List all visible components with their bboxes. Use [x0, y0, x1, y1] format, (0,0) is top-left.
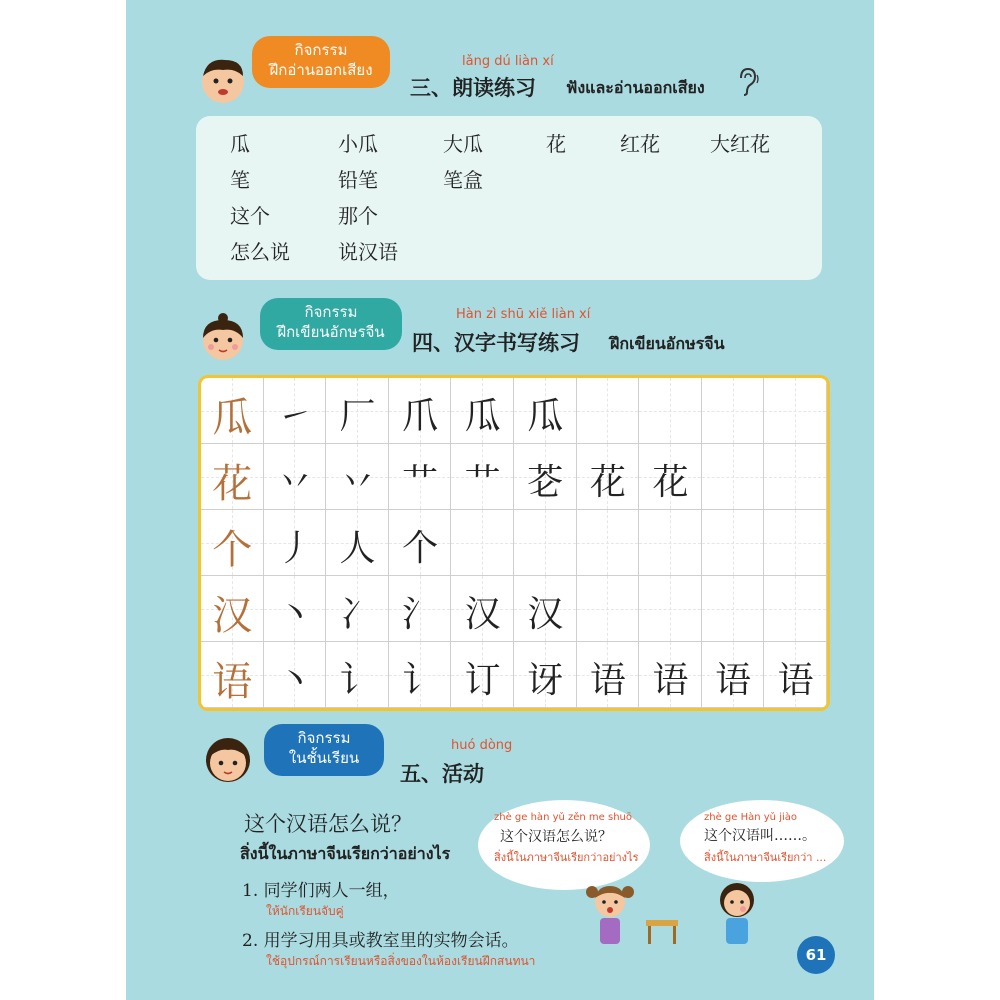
grid-cell	[702, 510, 765, 576]
grid-cell	[702, 378, 765, 444]
stroke-order-step: 花	[589, 462, 626, 503]
grid-cell	[514, 510, 577, 576]
stroke-order-step: 花	[652, 462, 689, 503]
girl-avatar	[195, 310, 251, 362]
stroke-order-step: 人	[339, 528, 376, 569]
section3-title-thai: ฟังและอ่านออกเสียง	[566, 78, 705, 97]
stroke-order-step: 讠	[339, 660, 376, 701]
speech1-pinyin: zhè ge hàn yǔ zěn me shuō	[494, 812, 633, 823]
grid-cell	[702, 444, 765, 510]
stroke-order-step: 语	[589, 660, 626, 701]
grid-cell	[577, 576, 640, 642]
activity-badge-writing: กิจกรรม ฝึกเขียนอักษรจีน	[260, 298, 402, 350]
stroke-order-step: 丶	[276, 660, 313, 701]
grid-cell	[764, 378, 827, 444]
grid-cell	[702, 576, 765, 642]
grid-cell	[577, 510, 640, 576]
vocab-word: 笔盒	[443, 168, 483, 192]
stroke-order-step: 丷	[339, 462, 376, 503]
section3-pinyin: lǎng dú liàn xí	[462, 54, 554, 69]
section3-title: 三、朗读练习	[410, 75, 536, 100]
desk-object-illustration	[644, 916, 680, 946]
grid-cell	[577, 378, 640, 444]
stroke-order-step: 爪	[402, 396, 439, 437]
stroke-order-step: 汉	[464, 594, 501, 635]
vocab-word: 说汉语	[338, 240, 398, 264]
vocab-word: 大瓜	[443, 132, 483, 156]
stroke-order-step: 语	[715, 660, 752, 701]
speech2-chinese: 这个汉语叫……。	[704, 828, 816, 844]
stroke-order-step: 氵	[402, 594, 439, 635]
stroke-order-step: 瓜	[527, 396, 564, 437]
activity-badge-reading: กิจกรรม ฝึกอ่านออกเสียง	[252, 36, 390, 88]
stroke-order-step: 讶	[527, 660, 564, 701]
stroke-order-step: 个	[402, 528, 439, 569]
stroke-order-step: 丿	[276, 528, 313, 569]
model-character: 个	[212, 527, 253, 573]
vocab-word: 红花	[620, 132, 660, 156]
speech1-thai: สิ่งนี้ในภาษาจีนเรียกว่าอย่างไร	[494, 851, 639, 864]
grid-cell	[764, 576, 827, 642]
vocab-word: 怎么说	[230, 240, 290, 264]
girl-answering-illustration	[712, 880, 762, 946]
girl-avatar-2	[200, 732, 256, 786]
model-character: 花	[212, 461, 253, 507]
stroke-order-step: 汉	[527, 594, 564, 635]
grid-cell	[639, 576, 702, 642]
step-2-thai: ใช้อุปกรณ์การเรียนหรือสิ่งของในห้องเรียนฝึกสนทนา	[266, 954, 536, 968]
speech1-chinese: 这个汉语怎么说？	[500, 829, 612, 845]
vocab-word: 大红花	[710, 132, 770, 156]
vocab-word: 笔	[230, 168, 250, 192]
stroke-order-step: 丷	[276, 462, 313, 503]
speech2-thai: สิ่งนี้ในภาษาจีนเรียกว่า ...	[704, 851, 827, 864]
stroke-order-step: ㇀	[276, 396, 313, 437]
writing-practice-grid	[198, 375, 830, 711]
activity-badge-class: กิจกรรม ในชั้นเรียน	[264, 724, 384, 776]
vocab-word: 这个	[230, 204, 270, 228]
boy-avatar	[197, 54, 249, 106]
question-chinese: 这个汉语怎么说？	[244, 812, 412, 836]
grid-cell	[639, 510, 702, 576]
page-number: 61	[797, 936, 835, 974]
step-1-thai: ให้นักเรียนจับคู่	[266, 904, 344, 918]
model-character: 语	[212, 659, 253, 705]
stroke-order-step: 瓜	[464, 396, 501, 437]
stroke-order-step: 艹	[464, 462, 501, 503]
vocab-word: 铅笔	[338, 168, 378, 192]
stroke-order-step: 芲	[527, 462, 564, 503]
model-character: 汉	[212, 593, 253, 639]
speech2-pinyin: zhè ge Hàn yǔ jiào	[704, 812, 797, 823]
stroke-order-step: 艹	[402, 462, 439, 503]
girl-asking-illustration	[582, 880, 638, 946]
step-2-chinese: 2. 用学习用具或教室里的实物会话。	[242, 931, 519, 951]
grid-cell	[451, 510, 514, 576]
section4-title: 四、汉字书写练习	[412, 330, 580, 355]
grid-cell	[764, 444, 827, 510]
grid-cell	[639, 378, 702, 444]
section4-pinyin: Hàn zì shū xiě liàn xí	[456, 307, 591, 322]
question-thai: สิ่งนี้ในภาษาจีนเรียกว่าอย่างไร	[240, 844, 451, 863]
model-character: 瓜	[212, 395, 253, 441]
stroke-order-step: 厂	[339, 396, 376, 437]
section5-title: 五、活动	[400, 761, 484, 786]
vocab-word: 小瓜	[338, 132, 378, 156]
section5-pinyin: huó dòng	[451, 738, 513, 753]
ear-icon	[733, 66, 761, 98]
stroke-order-step: 语	[652, 660, 689, 701]
stroke-order-step: 丶	[276, 594, 313, 635]
vocab-word: 瓜	[230, 132, 250, 156]
step-1-chinese: 1. 同学们两人一组，	[242, 881, 400, 901]
stroke-order-step: 讠	[402, 660, 439, 701]
section4-title-thai: ฝึกเขียนอักษรจีน	[610, 334, 725, 353]
stroke-order-step: 冫	[339, 594, 376, 635]
grid-cell	[764, 510, 827, 576]
vocab-word: 花	[546, 132, 566, 156]
stroke-order-step: 语	[777, 660, 814, 701]
stroke-order-step: 订	[464, 660, 501, 701]
vocab-word: 那个	[338, 204, 378, 228]
